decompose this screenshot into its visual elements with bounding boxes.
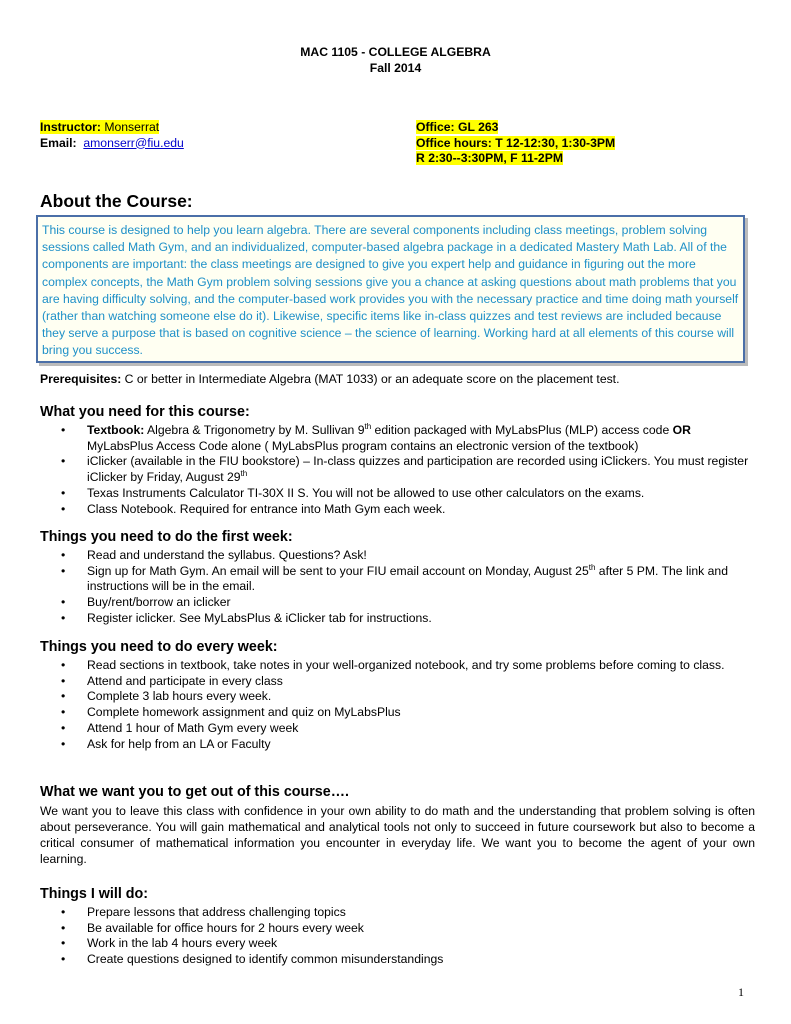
section-heading: Things you need to do every week: bbox=[40, 639, 278, 655]
goals-text: We want you to leave this class with confidence in your own ability to do math and the understanding that problem solving is often about perseverance. You will gain mathematical and analytical tools not only to succeed in future coursework but also to become a critical consumer of mathematical information you encounter in everyday life. We want you to become the agent of your own learning. bbox=[40, 804, 755, 866]
list-item-text: Buy/rent/borrow an iclicker bbox=[87, 595, 231, 610]
list-item bbox=[40, 705, 755, 721]
bullet-icon: • bbox=[61, 736, 66, 751]
bullet-icon: • bbox=[61, 423, 66, 437]
list bbox=[40, 658, 755, 752]
notebook-text: Class Notebook. Required for entrance into Math Gym each week. bbox=[87, 501, 446, 516]
list-item bbox=[40, 674, 755, 690]
prerequisites bbox=[40, 372, 755, 387]
superscript: th bbox=[588, 562, 596, 572]
list-item bbox=[40, 689, 755, 705]
list-item bbox=[40, 595, 755, 611]
list-item bbox=[40, 486, 755, 502]
instructor-line bbox=[40, 120, 159, 134]
bullet-icon: • bbox=[61, 501, 66, 516]
list-item-text: Work in the lab 4 hours every week bbox=[87, 936, 278, 951]
office-room: Office: GL 263 bbox=[416, 120, 499, 134]
list-item bbox=[40, 952, 755, 968]
section-first-week bbox=[40, 528, 755, 627]
email-label: Email: bbox=[40, 135, 77, 150]
list-item-text: Read and understand the syllabus. Questions? Ask! bbox=[87, 548, 367, 562]
textbook-text: MyLabsPlus Access Code alone ( MyLabsPlus program contains an electronic version of the textbook) bbox=[87, 438, 639, 453]
bullet-icon: • bbox=[61, 610, 66, 625]
list-item-text: Ask for help from an LA or Faculty bbox=[87, 736, 271, 751]
section-will-do bbox=[40, 885, 755, 968]
textbook-text: Algebra & Trigonometry by M. Sullivan 9 bbox=[144, 423, 365, 437]
list-item-text: Complete 3 lab hours every week. bbox=[87, 689, 272, 704]
list-item bbox=[40, 721, 755, 737]
list-item bbox=[40, 936, 755, 952]
office-hours-2: R 2:30--3:30PM, F 11-2PM bbox=[416, 151, 563, 165]
superscript: th bbox=[240, 469, 248, 479]
list-item-text: Attend and participate in every class bbox=[87, 673, 283, 688]
section-heading: Things I will do: bbox=[40, 886, 149, 902]
iclicker-text: iClicker (available in the FIU bookstore) – In-class quizzes and participation are recorded using iClickers. You must register iClicker by Friday, August 29 bbox=[87, 454, 749, 485]
bullet-icon: • bbox=[61, 952, 66, 967]
list-item bbox=[40, 423, 755, 454]
section-heading: What we want you to get out of this course…. bbox=[40, 784, 349, 800]
list-item-text: Create questions designed to identify common misunderstandings bbox=[87, 952, 444, 967]
calculator-text: Texas Instruments Calculator TI-30X II S. You will not be allowed to use other calculators on the exams. bbox=[87, 485, 645, 500]
prerequisites-label: Prerequisites: bbox=[40, 372, 122, 386]
bullet-icon: • bbox=[61, 720, 66, 735]
textbook-label: Textbook: bbox=[87, 423, 145, 437]
superscript: th bbox=[364, 421, 372, 431]
list-item bbox=[40, 454, 755, 485]
bullet-icon: • bbox=[61, 905, 66, 919]
bullet-icon: • bbox=[61, 548, 66, 562]
prerequisites-text: C or better in Intermediate Algebra (MAT 1033) or an adequate score on the placement test. bbox=[121, 372, 620, 386]
list-item-text: Sign up for Math Gym. An email will be sent to your FIU email account on Monday, August 25 bbox=[87, 563, 589, 578]
instructor-name: Monserrat bbox=[104, 120, 160, 134]
instructor-block bbox=[40, 120, 380, 151]
list-item bbox=[40, 737, 755, 753]
section-goals bbox=[40, 783, 755, 867]
bullet-icon: • bbox=[61, 673, 66, 688]
list-item-text: after 5 PM. The link and instructions will be in the email. bbox=[87, 563, 728, 594]
list-item bbox=[40, 658, 755, 674]
term: Fall 2014 bbox=[369, 61, 422, 75]
bullet-icon: • bbox=[61, 920, 66, 935]
list-item-text: Complete homework assignment and quiz on MyLabsPlus bbox=[87, 705, 401, 720]
list-item bbox=[40, 548, 755, 564]
list bbox=[40, 548, 755, 627]
bullet-icon: • bbox=[61, 595, 66, 610]
list bbox=[40, 905, 755, 968]
bullet-icon: • bbox=[61, 454, 66, 469]
bullet-icon: • bbox=[61, 485, 66, 500]
bullet-icon: • bbox=[61, 658, 66, 672]
bullet-icon: • bbox=[61, 689, 66, 704]
bullet-icon: • bbox=[61, 936, 66, 951]
section-heading: Things you need to do the first week: bbox=[40, 529, 293, 545]
list-item bbox=[40, 502, 755, 518]
section-heading: What you need for this course: bbox=[40, 404, 250, 420]
list-item-text: Register iclicker. See MyLabsPlus & iClicker tab for instructions. bbox=[87, 610, 432, 625]
instructor-label: Instructor: bbox=[40, 120, 101, 134]
office-hours: Office hours: T 12-12:30, 1:30-3PM bbox=[416, 135, 616, 150]
list-item-text: Attend 1 hour of Math Gym every week bbox=[87, 720, 299, 735]
about-heading: About the Course: bbox=[40, 191, 193, 211]
textbook-text: edition packaged with MyLabsPlus (MLP) access code bbox=[371, 423, 673, 437]
list-item bbox=[40, 564, 755, 595]
office-block bbox=[416, 120, 756, 167]
list bbox=[40, 423, 755, 517]
list-item-text: Be available for office hours for 2 hours every week bbox=[87, 920, 364, 935]
textbook-or: OR bbox=[672, 423, 691, 437]
list-item bbox=[40, 905, 755, 921]
list-item bbox=[40, 921, 755, 937]
section-every-week bbox=[40, 638, 755, 752]
list-item bbox=[40, 611, 755, 627]
section-what-you-need bbox=[40, 403, 755, 517]
page-number: 1 bbox=[738, 985, 744, 999]
about-callout-box bbox=[36, 215, 745, 363]
course-title: MAC 1105 - COLLEGE ALGEBRA bbox=[300, 45, 491, 59]
email-link[interactable]: amonserr@fiu.edu bbox=[83, 135, 184, 150]
bullet-icon: • bbox=[61, 563, 66, 578]
bullet-icon: • bbox=[61, 705, 66, 720]
about-text: This course is designed to help you learn algebra. There are several components including class meetings, problem solving sessions called Math Gym, and an individualized, computer-based algebra package in a dedicated Mastery Math Lab. All of the components are important: the class meetings are designed to give you expert help and guidance in figuring out the more complex concepts, the Math Gym problem solving sessions give you a chance at asking questions about math problems that you are having difficulty solving, and the computer-based work provides you with the necessary practice and time doing math yourself (rather than watching someone else do it). Likewise, specific items like in-class quizzes and test reviews are included because they serve a purpose that is based on cognitive science – the science of learning. Working hard at all elements of this course will bring you success. bbox=[42, 223, 739, 358]
list-item-text: Read sections in textbook, take notes in your well-organized notebook, and try some problems before coming to class. bbox=[87, 658, 725, 672]
list-item-text: Prepare lessons that address challenging topics bbox=[87, 905, 346, 919]
